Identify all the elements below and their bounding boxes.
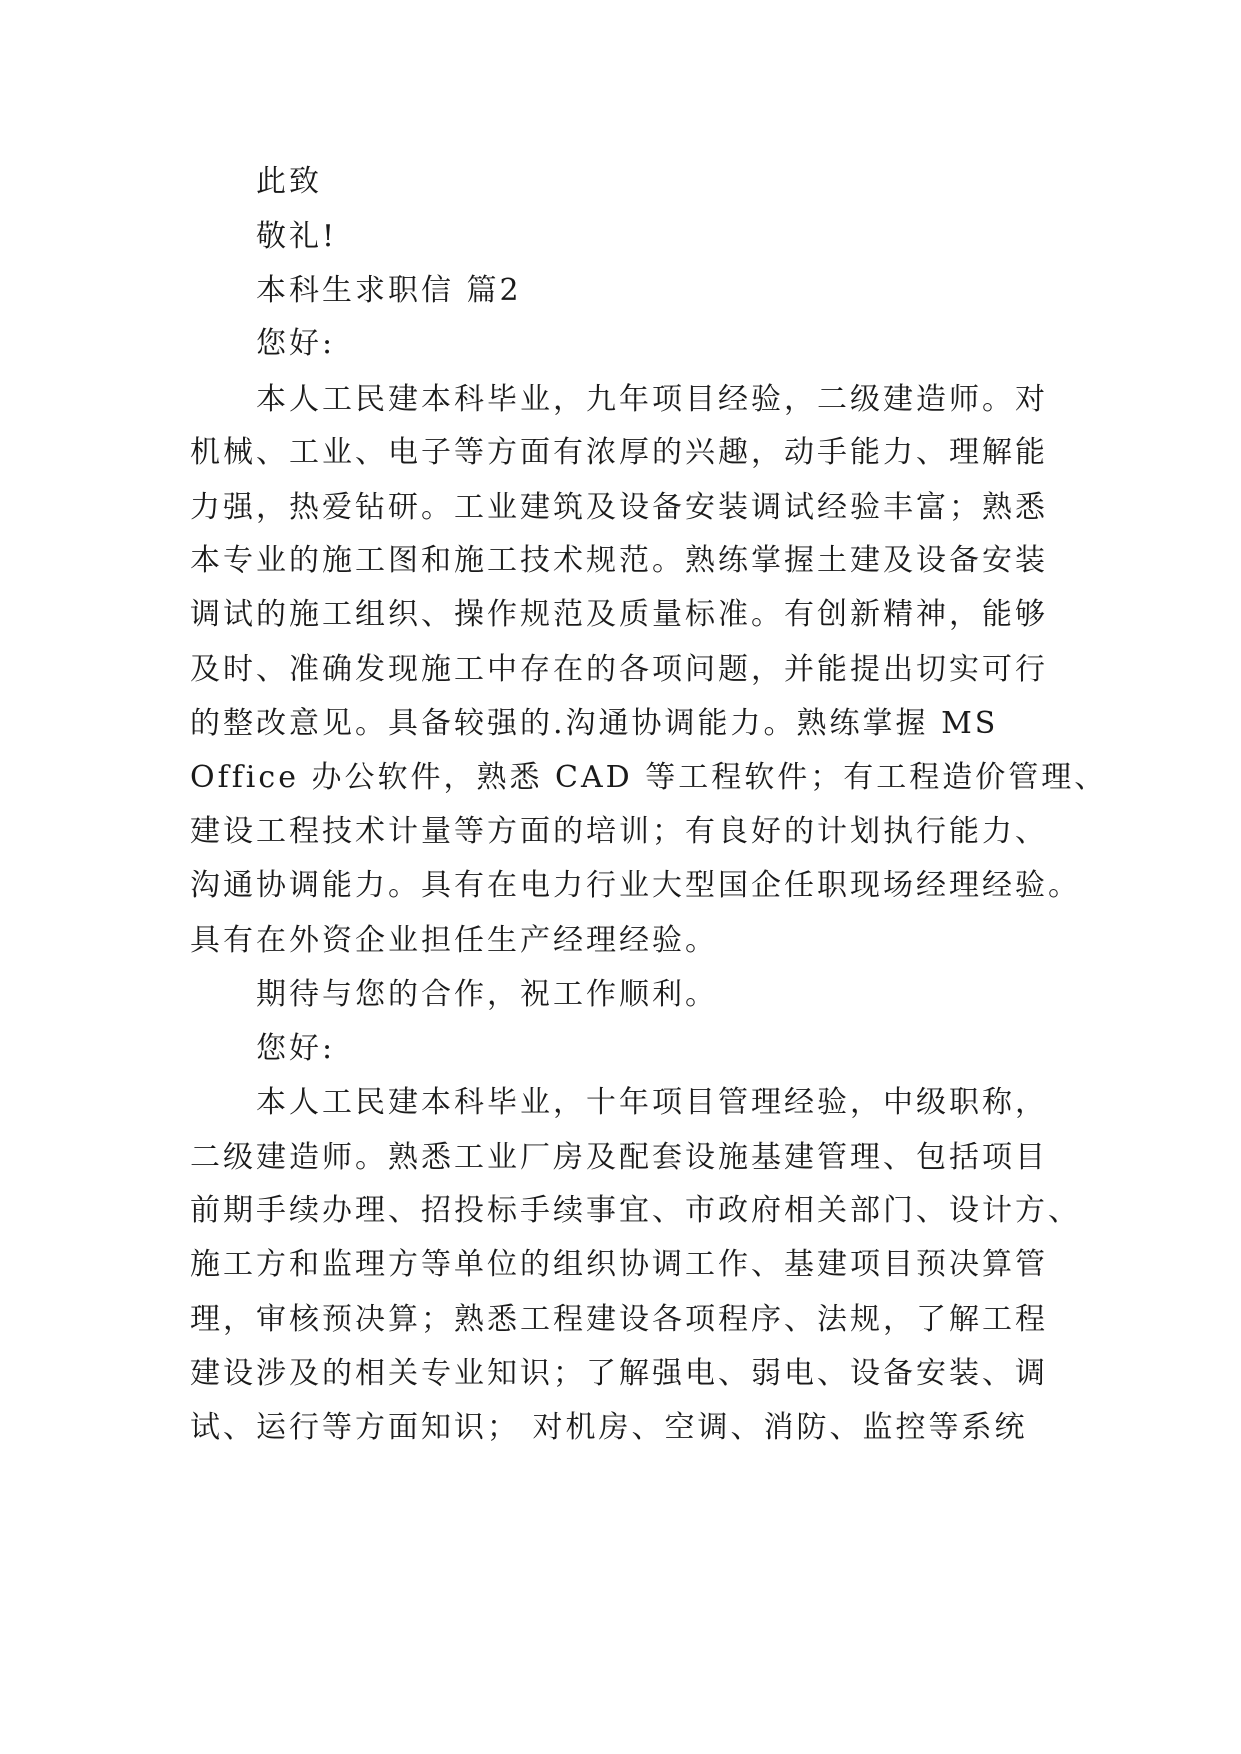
text-line: 机械、工业、电子等方面有浓厚的兴趣，动手能力、理解能 xyxy=(190,435,1048,470)
text-line: 敬礼! xyxy=(256,219,338,254)
text-line: 调试的施工组织、操作规范及质量标准。有创新精神，能够 xyxy=(190,597,1048,632)
text-line: 本人工民建本科毕业，十年项目管理经验，中级职称， xyxy=(256,1085,1048,1120)
text-line: 具有在外资企业担任生产经理经验。 xyxy=(190,923,718,958)
text-line: 您好: xyxy=(256,326,336,361)
text-line: 前期手续办理、招投标手续事宜、市政府相关部门、设计方、 xyxy=(190,1193,1081,1228)
text-line: 建设工程技术计量等方面的培训；有良好的计划执行能力、 xyxy=(190,814,1048,849)
text-line: 沟通协调能力。具有在电力行业大型国企任职现场经理经验。 xyxy=(190,868,1081,903)
text-line: 力强，热爱钻研。工业建筑及设备安装调试经验丰富；熟悉 xyxy=(190,490,1048,525)
text-line: 试、运行等方面知识； 对机房、空调、消防、监控等系统 xyxy=(190,1410,1028,1445)
text-line: 施工方和监理方等单位的组织协调工作、基建项目预决算管 xyxy=(190,1247,1048,1282)
text-line: 及时、准确发现施工中存在的各项问题，并能提出切实可行 xyxy=(190,652,1048,687)
text-line: Office 办公软件，熟悉 CAD 等工程软件；有工程造价管理、 xyxy=(190,760,1108,795)
text-line: 此致 xyxy=(256,164,322,199)
text-line: 本人工民建本科毕业，九年项目经验，二级建造师。对 xyxy=(256,382,1048,417)
text-line: 的整改意见。具备较强的.沟通协调能力。熟练掌握 MS xyxy=(190,706,999,741)
text-line: 本科生求职信 篇2 xyxy=(256,273,522,308)
text-line: 本专业的施工图和施工技术规范。熟练掌握土建及设备安装 xyxy=(190,543,1048,578)
text-line: 理，审核预决算；熟悉工程建设各项程序、法规，了解工程 xyxy=(190,1302,1048,1337)
text-line: 期待与您的合作，祝工作顺利。 xyxy=(256,977,718,1012)
text-line: 建设涉及的相关专业知识；了解强电、弱电、设备安装、调 xyxy=(190,1356,1048,1391)
text-line: 您好: xyxy=(256,1031,336,1066)
text-line: 二级建造师。熟悉工业厂房及配套设施基建管理、包括项目 xyxy=(190,1140,1048,1175)
